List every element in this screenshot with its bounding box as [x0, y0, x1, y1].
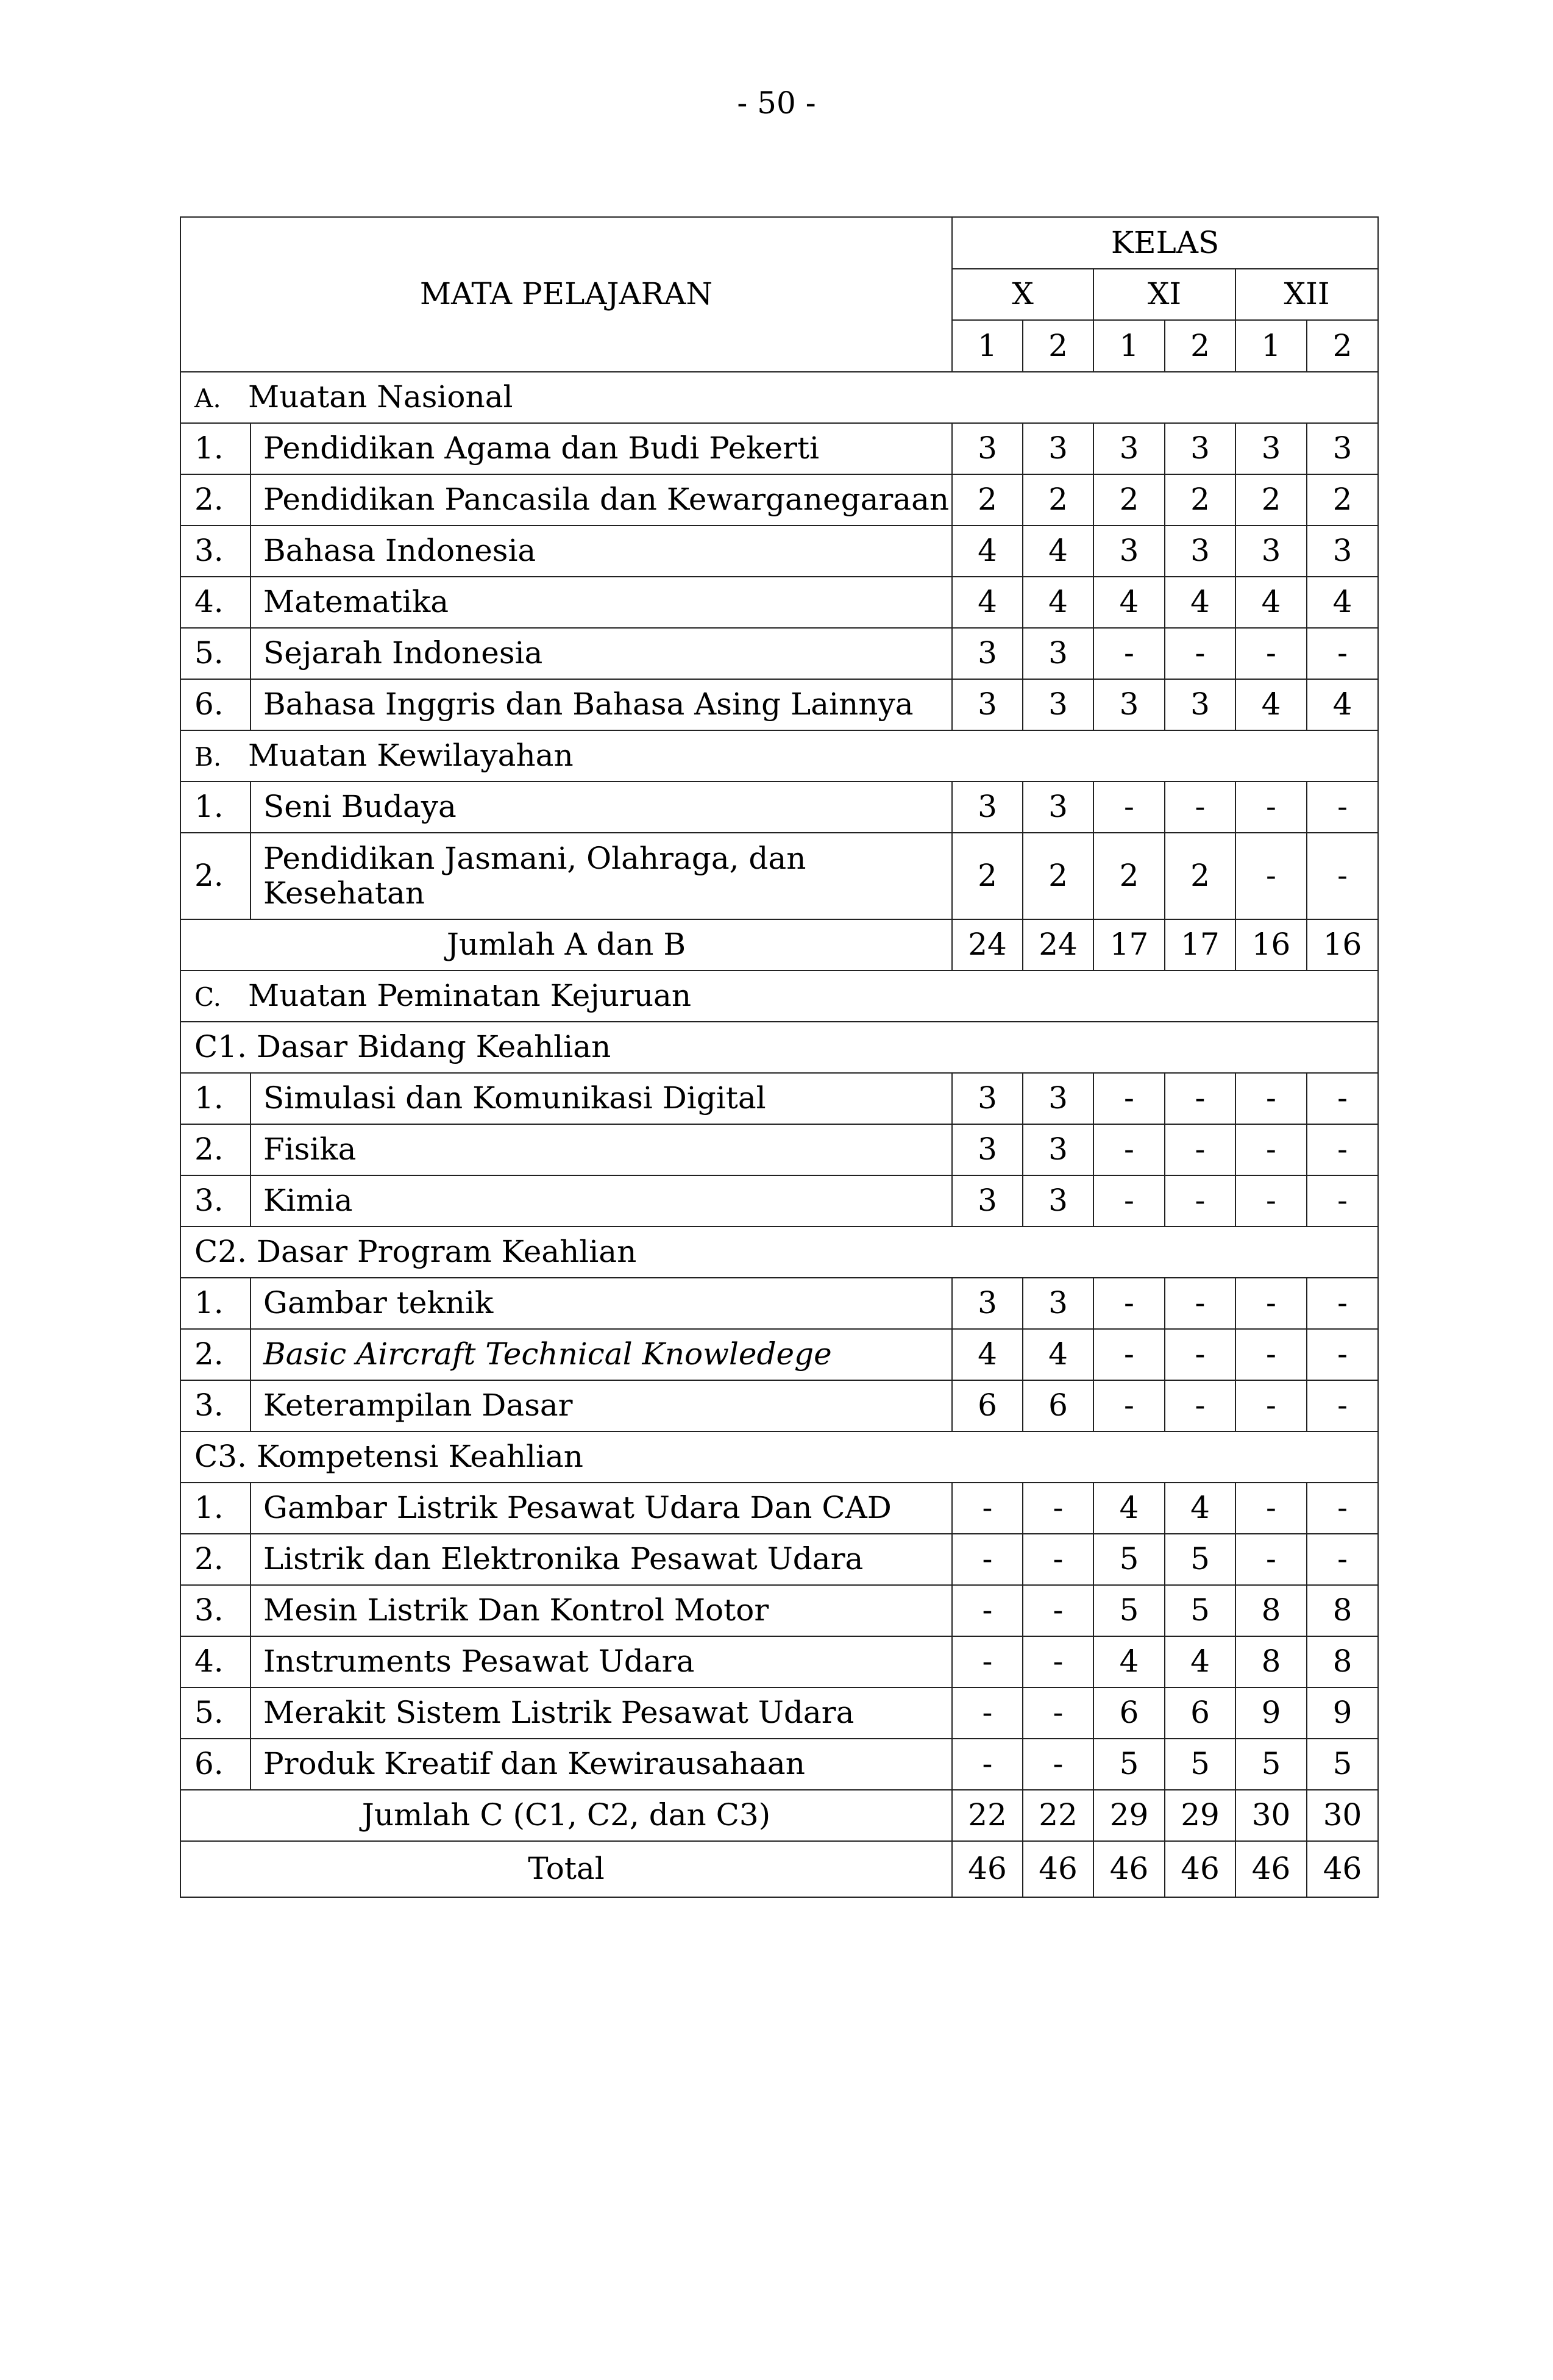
hours-value: -	[1165, 1073, 1235, 1124]
hours-value: -	[1023, 1636, 1093, 1687]
hours-value: -	[1235, 1124, 1307, 1175]
hours-value: -	[1307, 782, 1378, 833]
hours-value: 3	[1165, 679, 1235, 730]
hours-value: 4	[1165, 1636, 1235, 1687]
hours-value: -	[1023, 1585, 1093, 1636]
grade-xi-header: XI	[1093, 269, 1235, 321]
hours-value: 9	[1307, 1687, 1378, 1739]
total-value: 17	[1165, 919, 1235, 971]
hours-value: 4	[1093, 1483, 1165, 1534]
section-title: Muatan Peminatan Kejuruan	[248, 978, 692, 1014]
hours-value: 3	[1023, 1278, 1093, 1329]
table-row	[180, 1278, 1378, 1329]
table-row	[180, 474, 1378, 526]
semester-header: 1	[1093, 320, 1165, 372]
table-row	[180, 782, 1378, 833]
hours-value: 4	[1165, 1483, 1235, 1534]
hours-value: 2	[1307, 474, 1378, 526]
table-row	[180, 1585, 1378, 1636]
subject-name: Mesin Listrik Dan Kontrol Motor	[251, 1585, 952, 1636]
hours-value: 2	[1023, 833, 1093, 919]
hours-value: 2	[1093, 474, 1165, 526]
subject-name: Produk Kreatif dan Kewirausahaan	[251, 1739, 952, 1790]
section-title-cell	[180, 372, 1378, 423]
hours-value: 2	[1165, 474, 1235, 526]
hours-value: -	[1307, 1124, 1378, 1175]
hours-value: -	[1235, 1175, 1307, 1227]
hours-value: 8	[1307, 1585, 1378, 1636]
hours-value: 3	[1307, 423, 1378, 474]
hours-value: 3	[1093, 526, 1165, 577]
total-value: 24	[1023, 919, 1093, 971]
hours-value: -	[1093, 782, 1165, 833]
hours-value: -	[952, 1687, 1023, 1739]
total-value: 16	[1307, 919, 1378, 971]
row-number: 6.	[180, 1739, 251, 1790]
section-letter: B.	[194, 742, 222, 772]
table-row	[180, 1483, 1378, 1534]
hours-value: 6	[1165, 1687, 1235, 1739]
subject-name: Pendidikan Pancasila dan Kewarganegaraan	[251, 474, 952, 526]
hours-value: 5	[1093, 1585, 1165, 1636]
section-title: C3. Kompetensi Keahlian	[194, 1439, 584, 1475]
row-number: 2.	[180, 474, 251, 526]
hours-value: -	[1235, 1278, 1307, 1329]
grade-xii-header: XII	[1235, 269, 1378, 321]
hours-value: -	[1235, 782, 1307, 833]
hours-value: -	[1165, 628, 1235, 679]
section-letter: A.	[194, 383, 221, 414]
section-c3-row	[180, 1431, 1378, 1483]
row-number: 2.	[180, 1329, 251, 1380]
hours-value: 4	[1307, 577, 1378, 628]
hours-value: 3	[1023, 423, 1093, 474]
hours-value: 3	[1235, 526, 1307, 577]
hours-value: 6	[1023, 1380, 1093, 1431]
subject-name: Kimia	[251, 1175, 952, 1227]
curriculum-table	[180, 216, 1379, 1898]
hours-value: 3	[1023, 1073, 1093, 1124]
section-b-row	[180, 730, 1378, 782]
hours-value: 5	[1165, 1739, 1235, 1790]
section-title: C2. Dasar Program Keahlian	[194, 1234, 637, 1270]
hours-value: -	[1307, 1175, 1378, 1227]
subject-name: Keterampilan Dasar	[251, 1380, 952, 1431]
hours-value: -	[1307, 833, 1378, 919]
section-title: C1. Dasar Bidang Keahlian	[194, 1029, 611, 1065]
grand-total-row	[180, 1841, 1378, 1897]
subject-name: Seni Budaya	[251, 782, 952, 833]
hours-value: 4	[1235, 577, 1307, 628]
subject-name: Pendidikan Jasmani, Olahraga, dan Kesehatan	[251, 833, 952, 919]
hours-value: -	[1235, 1380, 1307, 1431]
hours-value: -	[1307, 1073, 1378, 1124]
hours-value: 4	[952, 577, 1023, 628]
section-title-cell	[180, 971, 1378, 1022]
hours-value: 3	[952, 1175, 1023, 1227]
hours-value: 4	[952, 1329, 1023, 1380]
hours-value: 3	[952, 423, 1023, 474]
semester-header: 1	[952, 320, 1023, 372]
hours-value: 3	[1023, 1124, 1093, 1175]
row-number: 1.	[180, 423, 251, 474]
hours-value: -	[1235, 628, 1307, 679]
table-row	[180, 1739, 1378, 1790]
hours-value: 8	[1307, 1636, 1378, 1687]
subject-name: Listrik dan Elektronika Pesawat Udara	[251, 1534, 952, 1585]
hours-value: -	[1093, 1073, 1165, 1124]
hours-value: -	[1023, 1739, 1093, 1790]
hours-value: -	[1307, 628, 1378, 679]
hours-value: 3	[1093, 679, 1165, 730]
total-value: 46	[952, 1841, 1023, 1897]
hours-value: -	[952, 1483, 1023, 1534]
hours-value: 8	[1235, 1636, 1307, 1687]
total-value: 30	[1307, 1790, 1378, 1841]
table-row	[180, 1687, 1378, 1739]
hours-value: 2	[952, 833, 1023, 919]
hours-value: -	[1023, 1687, 1093, 1739]
table-row	[180, 679, 1378, 730]
hours-value: -	[1165, 1175, 1235, 1227]
total-value: 29	[1093, 1790, 1165, 1841]
total-label: Jumlah A dan B	[180, 919, 952, 971]
hours-value: 2	[1235, 474, 1307, 526]
total-value: 24	[952, 919, 1023, 971]
hours-value: 3	[1093, 423, 1165, 474]
hours-value: -	[1023, 1534, 1093, 1585]
kelas-header: KELAS	[952, 217, 1378, 269]
hours-value: 3	[952, 1278, 1023, 1329]
hours-value: 4	[1023, 1329, 1093, 1380]
row-number: 6.	[180, 679, 251, 730]
hours-value: 4	[1023, 577, 1093, 628]
section-c-row	[180, 971, 1378, 1022]
total-c-row	[180, 1790, 1378, 1841]
hours-value: 3	[952, 782, 1023, 833]
table-row	[180, 1534, 1378, 1585]
hours-value: -	[1235, 1534, 1307, 1585]
subject-name: Fisika	[251, 1124, 952, 1175]
semester-header: 2	[1165, 320, 1235, 372]
total-value: 30	[1235, 1790, 1307, 1841]
page-number: - 50 -	[737, 85, 816, 121]
hours-value: 3	[1307, 526, 1378, 577]
hours-value: 9	[1235, 1687, 1307, 1739]
section-a-row	[180, 372, 1378, 423]
hours-value: 5	[1165, 1585, 1235, 1636]
table-row	[180, 1073, 1378, 1124]
hours-value: -	[952, 1636, 1023, 1687]
section-title-cell	[180, 730, 1378, 782]
section-c1-row	[180, 1022, 1378, 1073]
table-row	[180, 1329, 1378, 1380]
hours-value: -	[1235, 1329, 1307, 1380]
semester-header: 2	[1023, 320, 1093, 372]
hours-value: -	[1307, 1534, 1378, 1585]
hours-value: -	[1307, 1483, 1378, 1534]
grade-x-header: X	[952, 269, 1093, 321]
hours-value: -	[952, 1739, 1023, 1790]
hours-value: 2	[952, 474, 1023, 526]
section-c2-row	[180, 1227, 1378, 1278]
total-value: 46	[1307, 1841, 1378, 1897]
hours-value: -	[1093, 1329, 1165, 1380]
subject-name: Bahasa Indonesia	[251, 526, 952, 577]
hours-value: 3	[952, 1124, 1023, 1175]
section-title: Muatan Nasional	[248, 379, 513, 415]
row-number: 5.	[180, 628, 251, 679]
hours-value: -	[1165, 782, 1235, 833]
hours-value: -	[1165, 1124, 1235, 1175]
total-ab-row	[180, 919, 1378, 971]
total-value: 46	[1093, 1841, 1165, 1897]
subject-name: Basic Aircraft Technical Knowledege	[251, 1329, 952, 1380]
subject-name: Gambar teknik	[251, 1278, 952, 1329]
total-value: 16	[1235, 919, 1307, 971]
hours-value: 3	[1165, 526, 1235, 577]
section-title-cell	[180, 1431, 1378, 1483]
total-value: 22	[1023, 1790, 1093, 1841]
table-row	[180, 1380, 1378, 1431]
subject-name: Simulasi dan Komunikasi Digital	[251, 1073, 952, 1124]
section-title-cell	[180, 1227, 1378, 1278]
hours-value: 3	[952, 679, 1023, 730]
hours-value: -	[1093, 1175, 1165, 1227]
hours-value: 4	[1093, 1636, 1165, 1687]
hours-value: 2	[1023, 474, 1093, 526]
total-label: Total	[180, 1841, 952, 1897]
row-number: 2.	[180, 833, 251, 919]
hours-value: -	[1235, 833, 1307, 919]
subject-name: Sejarah Indonesia	[251, 628, 952, 679]
table-row	[180, 833, 1378, 919]
table-row	[180, 1636, 1378, 1687]
hours-value: -	[1307, 1380, 1378, 1431]
hours-value: 5	[1165, 1534, 1235, 1585]
hours-value: 4	[952, 526, 1023, 577]
row-number: 1.	[180, 1278, 251, 1329]
row-number: 3.	[180, 1585, 251, 1636]
subject-name: Merakit Sistem Listrik Pesawat Udara	[251, 1687, 952, 1739]
hours-value: -	[1093, 1278, 1165, 1329]
hours-value: -	[1023, 1483, 1093, 1534]
hours-value: 2	[1093, 833, 1165, 919]
table-row	[180, 628, 1378, 679]
row-number: 2.	[180, 1124, 251, 1175]
table-row	[180, 577, 1378, 628]
row-number: 2.	[180, 1534, 251, 1585]
table-row	[180, 1124, 1378, 1175]
row-number: 3.	[180, 1380, 251, 1431]
hours-value: 4	[1165, 577, 1235, 628]
hours-value: -	[952, 1585, 1023, 1636]
hours-value: 3	[1023, 1175, 1093, 1227]
hours-value: 4	[1023, 526, 1093, 577]
hours-value: 2	[1165, 833, 1235, 919]
subject-name: Instruments Pesawat Udara	[251, 1636, 952, 1687]
hours-value: 6	[952, 1380, 1023, 1431]
hours-value: 6	[1093, 1687, 1165, 1739]
hours-value: 5	[1093, 1534, 1165, 1585]
total-value: 46	[1023, 1841, 1093, 1897]
total-value: 46	[1235, 1841, 1307, 1897]
row-number: 1.	[180, 782, 251, 833]
header-row-kelas	[180, 217, 1378, 269]
hours-value: 3	[1023, 679, 1093, 730]
row-number: 5.	[180, 1687, 251, 1739]
section-title: Muatan Kewilayahan	[248, 738, 574, 774]
total-label: Jumlah C (C1, C2, dan C3)	[180, 1790, 952, 1841]
hours-value: -	[1235, 1483, 1307, 1534]
semester-header: 2	[1307, 320, 1378, 372]
subject-name: Bahasa Inggris dan Bahasa Asing Lainnya	[251, 679, 952, 730]
row-number: 1.	[180, 1073, 251, 1124]
hours-value: 3	[1023, 628, 1093, 679]
hours-value: 5	[1093, 1739, 1165, 1790]
row-number: 1.	[180, 1483, 251, 1534]
row-number: 4.	[180, 577, 251, 628]
hours-value: -	[1093, 628, 1165, 679]
total-value: 22	[952, 1790, 1023, 1841]
semester-header: 1	[1235, 320, 1307, 372]
hours-value: 8	[1235, 1585, 1307, 1636]
total-value: 17	[1093, 919, 1165, 971]
table-row	[180, 423, 1378, 474]
hours-value: 4	[1093, 577, 1165, 628]
subject-header: MATA PELAJARAN	[180, 217, 952, 372]
hours-value: 3	[1023, 782, 1093, 833]
section-title-cell	[180, 1022, 1378, 1073]
subject-name: Pendidikan Agama dan Budi Pekerti	[251, 423, 952, 474]
hours-value: -	[1235, 1073, 1307, 1124]
hours-value: 3	[1235, 423, 1307, 474]
hours-value: -	[1093, 1380, 1165, 1431]
hours-value: -	[1165, 1278, 1235, 1329]
subject-name: Matematika	[251, 577, 952, 628]
hours-value: -	[1165, 1380, 1235, 1431]
hours-value: -	[952, 1534, 1023, 1585]
hours-value: 3	[952, 628, 1023, 679]
hours-value: -	[1307, 1278, 1378, 1329]
row-number: 3.	[180, 526, 251, 577]
subject-name: Gambar Listrik Pesawat Udara Dan CAD	[251, 1483, 952, 1534]
hours-value: 3	[952, 1073, 1023, 1124]
total-value: 46	[1165, 1841, 1235, 1897]
total-value: 29	[1165, 1790, 1235, 1841]
hours-value: -	[1307, 1329, 1378, 1380]
row-number: 4.	[180, 1636, 251, 1687]
hours-value: 4	[1235, 679, 1307, 730]
hours-value: 5	[1235, 1739, 1307, 1790]
row-number: 3.	[180, 1175, 251, 1227]
hours-value: 5	[1307, 1739, 1378, 1790]
hours-value: 3	[1165, 423, 1235, 474]
table-row	[180, 1175, 1378, 1227]
section-letter: C.	[194, 982, 221, 1013]
hours-value: -	[1093, 1124, 1165, 1175]
hours-value: -	[1165, 1329, 1235, 1380]
table-row	[180, 526, 1378, 577]
hours-value: 4	[1307, 679, 1378, 730]
